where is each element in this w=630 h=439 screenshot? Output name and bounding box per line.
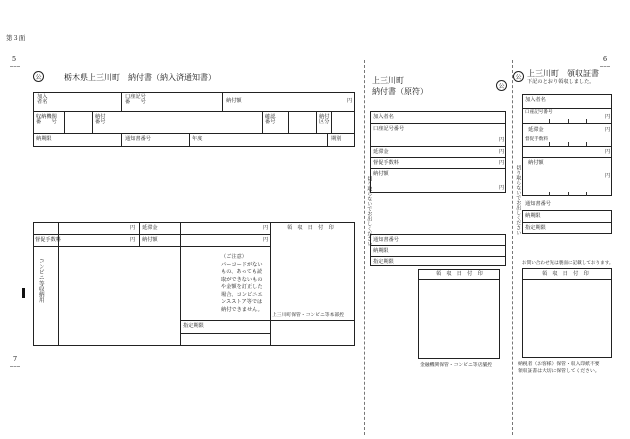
- crop-mark: [600, 66, 610, 67]
- yen-unit: 円: [499, 160, 505, 166]
- yen-unit: 円: [605, 173, 611, 179]
- middle-title: 納付書（原符）: [372, 87, 428, 96]
- yen-unit: 円: [130, 225, 136, 231]
- label-total-amount: 納付額: [373, 171, 389, 177]
- public-seal-icon: 公: [496, 80, 507, 91]
- label-account-number: 口座記号番号: [525, 110, 553, 115]
- label-confirm-number: 確認 番号: [265, 114, 276, 126]
- label-specified-deadline: 指定期限: [183, 323, 204, 329]
- label-reminder-fee: 督促手数料: [373, 160, 399, 166]
- label-subscriber-name: 加入者名: [525, 97, 546, 103]
- label-collector-number: 収納機関 番 号: [36, 114, 57, 126]
- yen-unit: 円: [499, 137, 505, 143]
- crop-mark: [10, 366, 20, 367]
- page-number: 第３面: [6, 34, 26, 42]
- label-receipt-stamp: 領 収 日 付 印: [287, 225, 334, 231]
- label-subscriber-name: 加入者名: [373, 114, 394, 120]
- label-notice-number: 通知書番号: [373, 237, 399, 243]
- label-specified-deadline: 指定期限: [525, 225, 546, 231]
- label-account-number: 口座記号番号: [373, 126, 405, 132]
- left-title: 栃木県上三川町 納付書（納入済通知書）: [64, 73, 216, 82]
- label-receipt-stamp: 領 収 日 付 印: [542, 271, 589, 277]
- label-due-date: 納期限: [525, 213, 541, 219]
- label-late-fee: 延滞金: [142, 225, 158, 231]
- right-receipt-stamp-area: [522, 268, 612, 358]
- crop-mark: [10, 66, 20, 67]
- label-taxpayer-copy: 納税者（お客様）保管・収入印紙不要 領収証書は大切に保管してください。: [518, 362, 600, 374]
- label-fiscal-year: 年度: [192, 136, 203, 142]
- middle-receipt-stamp-area: [418, 269, 500, 359]
- label-subscriber-name: 加入 者名: [37, 94, 48, 106]
- public-seal-icon: 公: [513, 71, 524, 82]
- label-do-not-detach: 切り取らないでお出しください: [515, 165, 522, 235]
- label-payment-category: 納付 区分: [319, 114, 330, 126]
- perforation-line: [512, 60, 513, 435]
- perforation-line: [364, 60, 365, 435]
- label-reminder-fee: 督促手数料: [35, 237, 61, 243]
- label-period: 期別: [331, 136, 342, 142]
- right-subtitle: 下記のとおり領収しました。: [527, 79, 595, 85]
- yen-unit: 円: [605, 114, 611, 120]
- middle-title-town: 上三川町: [372, 76, 404, 85]
- label-convenience-use: コンビニ等収納用: [37, 258, 44, 303]
- label-receipt-stamp: 領 収 日 付 印: [436, 271, 483, 277]
- registration-bar: [22, 288, 25, 298]
- label-due-date: 納期限: [373, 248, 389, 254]
- yen-unit: 円: [263, 225, 269, 231]
- label-payment-number: 納付 番号: [95, 114, 106, 126]
- label-specified-deadline: 指定期限: [373, 259, 394, 265]
- label-total-amount: 納付額: [528, 160, 544, 166]
- corner-mark-5: 5: [12, 55, 17, 63]
- label-reminder-fee: 督促手数料: [525, 137, 548, 142]
- yen-unit: 円: [605, 149, 611, 155]
- label-notice-number: 通知書番号: [125, 136, 151, 142]
- yen-unit: 円: [499, 149, 505, 155]
- label-account-number: 口座記号 番 号: [125, 94, 146, 106]
- public-seal-icon: 公: [33, 71, 44, 82]
- inquiry-note: お問い合わせ先は裏面に記載しております。: [522, 261, 614, 266]
- yen-unit: 円: [130, 237, 136, 243]
- yen-unit: 円: [499, 185, 505, 191]
- yen-unit: 円: [263, 237, 269, 243]
- label-notice-number: 通知書番号: [525, 201, 551, 207]
- notice-text: （ご注意） バーコードがないもの、あっても読取ができないものや金額を訂正した場合、コンビニエンスストア等では納付できません。: [221, 254, 263, 313]
- label-do-not-detach: 切り取らないでお出しください: [366, 176, 373, 246]
- label-due-date: 納期限: [36, 136, 52, 142]
- label-late-fee: 延滞金: [528, 127, 544, 133]
- right-title: 上三川町 領収証書: [527, 69, 599, 78]
- label-payment-amount: 納付額: [226, 98, 242, 104]
- yen-unit: 円: [605, 127, 611, 133]
- label-town-copy: 上三川町保管・コンビニ等本部控: [272, 313, 344, 318]
- label-bank-copy: 金融機関保管・コンビニ等店舗控: [420, 363, 492, 368]
- corner-mark-6: 6: [603, 55, 608, 63]
- corner-mark-7: 7: [13, 355, 18, 363]
- yen-unit: 円: [347, 98, 353, 104]
- label-late-fee: 延滞金: [373, 149, 389, 155]
- label-total-amount: 納付額: [142, 237, 158, 243]
